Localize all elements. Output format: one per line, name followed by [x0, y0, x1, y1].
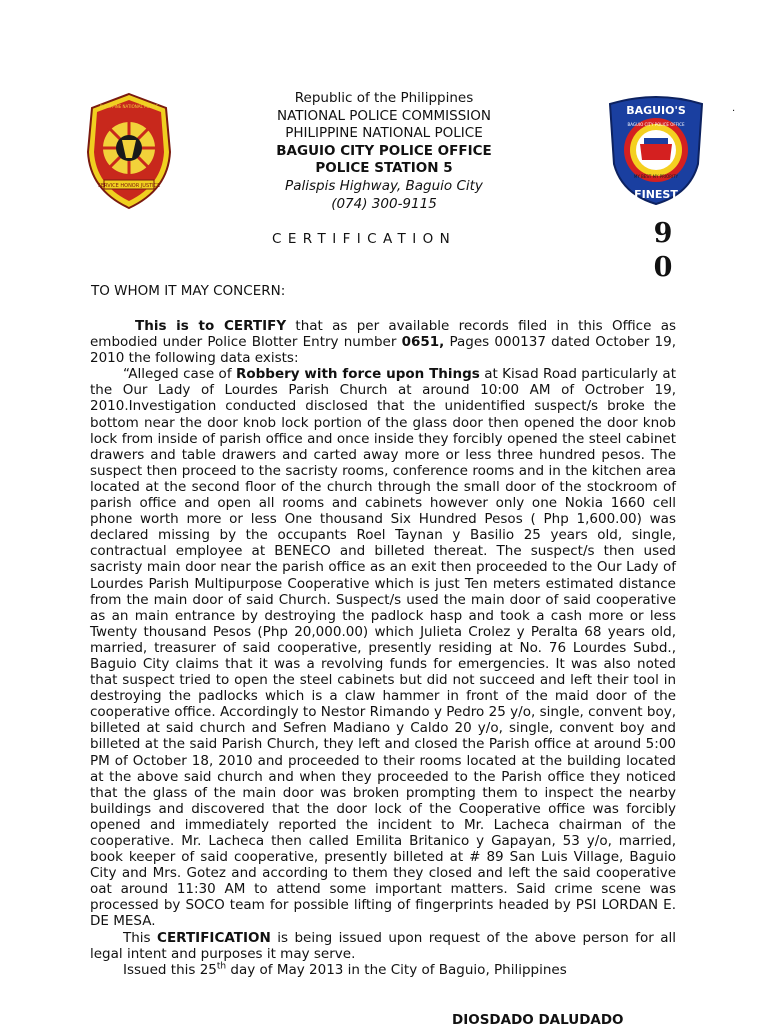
side-page-number: [648, 217, 678, 285]
blotter-entry-number: 0651,: [401, 334, 445, 351]
salutation: TO WHOM IT MAY CONCERN:: [91, 283, 286, 299]
purpose-lead: This: [123, 929, 158, 946]
paragraph-incident: [90, 366, 676, 929]
intro-text-b: Pages 000137 dated October 19, 2010 the following data exists:: [90, 334, 676, 367]
pnp-seal-motto: SERVICE HONOR JUSTICE: [97, 183, 161, 189]
pnp-seal-logo: [86, 92, 172, 210]
header-address: Palispis Highway, Baguio City: [285, 177, 483, 194]
purpose-text: is being issued upon request of the above person for all legal intent and purposes it may serve.: [90, 929, 676, 962]
baguio-finest-badge-logo: [606, 94, 706, 206]
purpose-certification-word: CERTIFICATION: [157, 929, 271, 946]
header-republic: Republic of the Philippines: [294, 90, 474, 106]
pnp-seal-ring-text: PHILIPPINE NATIONAL POLICE: [99, 104, 159, 109]
certification-body: [90, 318, 676, 978]
letterhead: [200, 90, 568, 213]
side-digit-2: 0: [653, 252, 673, 283]
badge-bottom-text: FINEST: [634, 188, 678, 201]
certify-lead: This is to CERTIFY: [135, 318, 287, 334]
header-station: POLICE STATION 5: [315, 160, 453, 177]
header-pnp: PHILIPPINE NATIONAL POLICE: [285, 125, 483, 142]
incident-case: Robbery with force upon Things: [235, 366, 480, 383]
document-title: CERTIFICATION: [272, 231, 457, 247]
margin-tick-mark: ·: [732, 106, 736, 117]
paragraph-intro: [90, 318, 676, 366]
incident-open: “Alleged case of: [123, 366, 236, 383]
header-phone: (074) 300-9115: [331, 195, 437, 212]
badge-ring-text: BAGUIO CITY POLICE OFFICE: [627, 122, 685, 127]
issued-text-b: day of May 2013 in the City of Baguio, Philippines: [226, 961, 567, 978]
paragraph-purpose: [90, 930, 676, 962]
signatory-name: DIOSDADO DALUDADO: [452, 1012, 624, 1028]
issued-text-a: Issued this 25: [123, 961, 217, 978]
issued-sup: th: [216, 961, 227, 972]
header-napolcom: NATIONAL POLICE COMMISSION: [277, 107, 491, 124]
side-digit-1: 9: [653, 218, 673, 249]
badge-ribbon-text: MY BEST MY PRIORITY: [633, 174, 679, 179]
badge-top-text: BAGUIO'S: [626, 104, 686, 117]
header-office: BAGUIO CITY POLICE OFFICE: [276, 142, 492, 159]
incident-text: at Kisad Road particularly at the Our Lady of Lourdes Parish Church at around 10:00 AM of Octrober 19, 2010.Investigation conducted disclosed that the unidentified suspect/s broke the bottom near the door knob lock portion of the glass door then opened the door knob lock from inside of parish office and once inside they forcibly opened the steel cabinet drawers and table drawers and carted away more or less three hundred pesos. The suspect then proceed to the sacristy rooms, conference rooms and in the kitchen area located at the second floor of the church through the small door of the stockroom of parish office and open all rooms and cabinets however only one Nokia 1660 cell phone worth more or less One thousand Six Hundred Pesos ( Php 1,600.00) was declared missing by the occupants Roel Taynan y Basilio 25 years old, single, contractual employee at BENECO and billeted thereat. The suspect/s then used sacristy main door near the parish office as an exit then proceeded to the Our Lady of Lourdes Parish Multipurpose Cooperative which is just Ten meters estimated distance from the main door of said Church. Suspect/s used the main door of said cooperative as an main entrance by destroying the padlock hasp and took a cash more or less Twenty thousand Pesos (Php 20,000.00) which Julieta Crolez y Peralta 68 years old, married, treasurer of said cooperative, presently residing at No. 76 Lourdes Subd., Baguio City claims that it was a revolving funds for emergencies. It was also noted that suspect tried to open the steel cabinets but did not succeed and left their tool in destroying the padlocks which is a claw hammer in front of the maid door of the cooperative office. Accordingly to Nestor Rimando y Pedro 25 y/o, single, convent boy, billeted at said church and Sefren Madiano y Caldo 20 y/o, single, convent boy and billeted at the said Parish Church, they left and closed the Parish office at around 5:00 PM of October 18, 2010 and proceeded to their rooms located at the building located at the above said church and when they proceeded to the Parish office they noticed that the glass of the main door was broken prompting them to inspect the nearby buildings and discovered that the door lock of the Cooperative office was forcibly opened and immediately reported the incident to Mr. Lacheca chairman of the cooperative. Mr. Lacheca then called Emilita Britanico y Gapayan, 53 y/o, married, book keeper of said cooperative, presently billeted at # 89 San Luis Village, Baguio City and Mrs. Gotez and according to them they closed and left the said cooperative oat around 11:30 AM to attend some important matters. Said crime scene was processed by SOCO team for possible lifting of fingerprints headed by PSI LORDAN E. DE MESA.: [90, 366, 676, 930]
intro-text-a: that as per available records filed in this Office as embodied under Police Blotter Entry number: [90, 318, 676, 351]
paragraph-issued: [90, 962, 676, 978]
